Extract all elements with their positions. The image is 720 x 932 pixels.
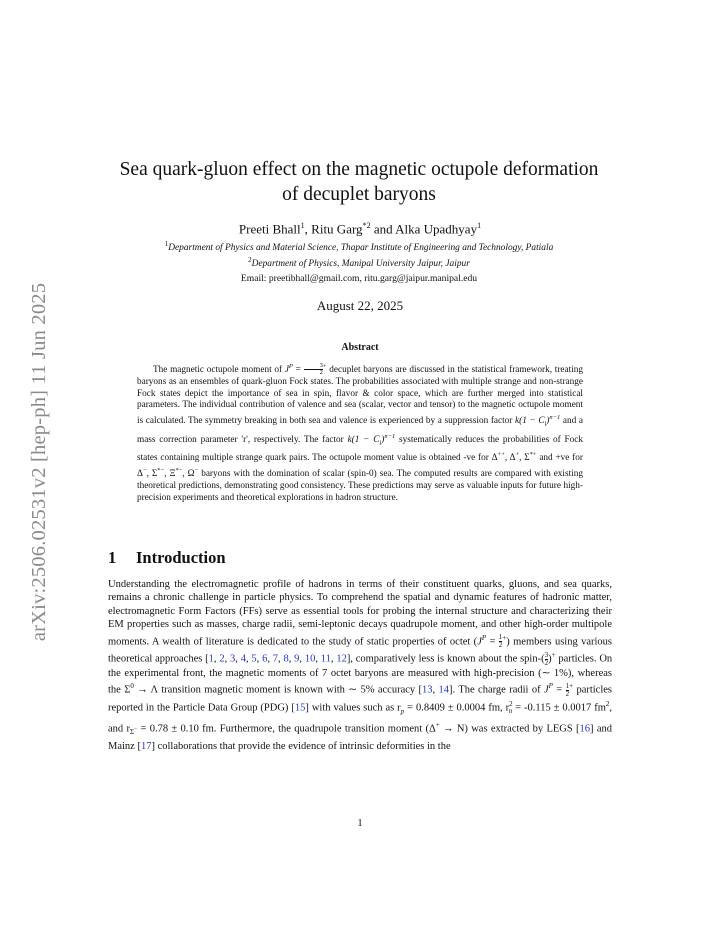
body-text: , and r	[108, 702, 612, 735]
author-separator: ,	[304, 221, 312, 237]
citation-link[interactable]: 8	[283, 653, 289, 665]
fraction-denominator: 2	[498, 641, 503, 650]
author-name: Ritu Garg	[311, 221, 363, 237]
citation-link[interactable]: 9	[294, 653, 300, 665]
math-expression: )	[546, 416, 550, 427]
body-text: ]. The charge radii of	[449, 684, 544, 696]
math-superscript: P	[481, 633, 487, 642]
citation-link[interactable]: 13	[422, 684, 433, 696]
paper-title	[100, 157, 618, 207]
citation-link[interactable]: 14	[438, 684, 450, 696]
citation-separator: ,	[278, 653, 284, 665]
page-number: 1	[357, 818, 363, 829]
section-title: Introduction	[136, 548, 226, 567]
citation-link[interactable]: 17	[140, 740, 152, 752]
math-superscript: 2	[509, 699, 513, 708]
math-superscript: 2	[605, 699, 610, 708]
body-text: )	[548, 653, 552, 665]
abstract-text: and +ve for Δ	[137, 453, 583, 480]
math-expression: k(1 − C	[347, 434, 380, 445]
abstract-text: and a mass correction parameter 'r', respectively. The factor	[137, 416, 583, 445]
contact-email: Email: preetibhall@gmail.com, ritu.garg@jaipur.manipal.edu	[240, 273, 478, 284]
title-line-2: of decuplet baryons	[282, 184, 436, 205]
math-symbol: J	[284, 365, 289, 376]
citation-separator: ,	[315, 653, 321, 665]
math-subscript: p	[400, 707, 405, 716]
math-superscript: +	[551, 651, 556, 660]
abstract-text: , Σ	[146, 469, 158, 480]
section-number: 1	[108, 548, 117, 567]
math-expression: )	[381, 434, 385, 445]
author-name: Preeti Bhall	[238, 221, 301, 237]
fraction-numerator: 1	[498, 633, 503, 642]
abstract-text: decuplet baryons are discussed in the statistical framework, treating baryons as an ensembles of quark-gluon Fock states. The probabilities associated with multiple strange and non-strange Fock states depict the importance of sea in spin, flavor & color space, which are further merged into statistical parameters. The individual contribution of valence and sea (scalar, vector and tensor) to the magnetic octupole moment is calculated. The symmetry breaking in both sea and valence is experienced by a suppression factor	[137, 365, 584, 427]
citation-separator: ,	[267, 653, 273, 665]
math-fraction	[304, 363, 323, 377]
math-superscript: n−1	[384, 432, 396, 440]
body-text: Understanding the electromagnetic profile of hadrons in terms of their constituent quarks, gluons, and sea quarks, remains a chronic challenge in particle physics. To comprehend the spatial and dynamic features of hadronic matter, electromagnetic Form Factors (FFs) serve as essential tools for probing the internal structure and characterizing their EM properties such as masses, charge radii, semi-leptonic decays quadrupole moment, and other high-order multipole moments. A wealth of literature is dedicated to the study of static properties of octet (	[108, 579, 612, 648]
fraction-denominator: 2	[565, 689, 570, 698]
affiliation-mark: 1	[164, 240, 169, 248]
citation-link[interactable]: 11	[320, 653, 331, 665]
affiliation-text: Department of Physics, Manipal University Jaipur, Jaipur	[251, 259, 470, 270]
author-separator: and	[370, 221, 396, 237]
citation-link[interactable]: 10	[304, 653, 316, 665]
citation-link[interactable]: 1	[208, 653, 214, 665]
author-name: Alka Upadhyay	[395, 221, 478, 237]
citation-link[interactable]: 7	[272, 653, 278, 665]
body-text: particles reported in the Particle Data Group (PDG) [	[108, 684, 613, 714]
math-superscript: *−	[157, 467, 165, 475]
arxiv-identifier-stamp[interactable]: arXiv:2506.02531v2 [hep-ph] 11 Jun 2025	[28, 282, 50, 642]
citation-separator: ,	[330, 653, 337, 665]
fraction-numerator: 1	[565, 681, 570, 690]
fraction-denominator: 2	[544, 658, 549, 667]
body-text: ] and Mainz [	[108, 723, 612, 752]
math-superscript: P	[548, 682, 553, 691]
fraction-numerator: 3	[544, 650, 549, 659]
author-affiliation-mark: 1	[300, 221, 305, 230]
introduction-paragraph	[108, 578, 612, 753]
math-superscript: +	[502, 633, 507, 642]
math-subscript-symbol: Σ	[129, 728, 135, 737]
author-affiliation-mark: 1	[477, 221, 482, 230]
math-operator: =	[552, 684, 566, 696]
author-list	[110, 221, 610, 237]
math-symbol: J	[543, 684, 549, 696]
body-text: ] collaborations that provide the evidence of intrinsic deformities in the	[151, 740, 451, 752]
affiliation-2	[100, 256, 618, 269]
affiliation-mark: 2	[248, 256, 252, 264]
math-superscript: −	[142, 467, 147, 475]
citation-separator: ,	[245, 653, 252, 665]
affiliation-text: Department of Physics and Material Science, Thapar Institute of Engineering and Technology, Patiala	[168, 243, 554, 254]
introduction-body	[108, 578, 612, 753]
citation-link[interactable]: 5	[251, 653, 257, 665]
abstract-text: , Ω	[182, 469, 195, 480]
paper-date: August 22, 2025	[316, 298, 404, 313]
body-text: particles. On the experimental front, the magnetic moments of 7 octet baryons are measured with high-precision (∼ 1%), whereas the Σ	[108, 653, 613, 696]
math-superscript: +	[322, 363, 327, 370]
math-superscript: P	[288, 363, 293, 370]
body-text: ], comparatively less is known about the spin-(	[346, 653, 545, 665]
fraction-denominator: 2	[319, 369, 323, 377]
abstract-text: , Ξ	[164, 469, 176, 480]
section-heading	[108, 548, 226, 568]
body-text: → Λ transition magnetic moment is known with ∼ 5% accuracy [	[133, 684, 423, 696]
math-superscript: *+	[529, 451, 537, 459]
citation-separator: ,	[213, 653, 220, 665]
citation-separator: ,	[299, 653, 305, 665]
body-text: = -0.115 ± 0.0017 fm	[512, 702, 606, 714]
math-subscript: n	[508, 707, 513, 716]
math-superscript: ++	[497, 451, 505, 459]
math-expression: k(1 − C	[515, 416, 545, 427]
body-text: ] with values such as r	[305, 702, 401, 714]
math-superscript: −	[194, 467, 199, 475]
math-superscript: +	[569, 682, 574, 691]
citation-link[interactable]: 2	[219, 653, 225, 665]
math-superscript: 0	[130, 682, 134, 691]
citation-link[interactable]: 3	[230, 653, 236, 665]
citation-link[interactable]: 6	[262, 653, 268, 665]
citation-link[interactable]: 15	[294, 702, 306, 714]
affiliation-1	[100, 240, 618, 253]
abstract-text: baryons with the domination of scalar (spin-0) sea. The computed results are compared with existing theoretical predictions, demonstrating good consistency. These predictions may serve as valuable inputs for future high-precision experiments and theoretical explorations in hadron structure.	[137, 469, 583, 503]
body-text: = 0.8409 ± 0.0004 fm, r	[404, 702, 510, 714]
abstract-text: , Σ	[519, 453, 530, 464]
citation-separator: ,	[432, 684, 439, 696]
citation-separator: ,	[224, 653, 230, 665]
abstract-text: systematically reduces the probabilities of Fock states containing multiple strange quark pairs. The octupole moment value is obtained -ve for Δ	[137, 434, 583, 464]
fraction-numerator: 3	[304, 363, 323, 371]
body-text: = 0.78 ± 0.10 fm. Furthermore, the quadrupole transition moment (Δ	[137, 723, 436, 735]
citation-link[interactable]: 12	[336, 653, 347, 665]
author-affiliation-mark: *2	[362, 221, 371, 230]
body-text: ) members using various theoretical approaches [	[108, 636, 612, 665]
body-text: → N) was extracted by LEGS [	[439, 723, 580, 735]
abstract-body	[137, 361, 583, 504]
citation-link[interactable]: 4	[240, 653, 246, 665]
math-superscript: +	[435, 720, 440, 729]
math-subscript: l	[379, 439, 382, 447]
title-line-1: Sea quark-gluon effect on the magnetic octupole deformation	[119, 159, 599, 180]
abstract-paragraph	[137, 361, 583, 504]
math-superscript: +	[515, 451, 520, 459]
citation-separator: ,	[235, 653, 241, 665]
math-symbol: J	[477, 636, 482, 648]
citation-link[interactable]: 16	[579, 723, 591, 735]
math-subscript: l	[544, 420, 547, 428]
math-superscript: −	[134, 727, 138, 734]
abstract-text: The magnetic octupole moment of	[153, 365, 285, 376]
citation-separator: ,	[256, 653, 263, 665]
abstract-heading: Abstract	[341, 342, 379, 353]
abstract-text: , Δ	[504, 453, 516, 464]
math-superscript: *−	[175, 467, 183, 475]
math-superscript: n−1	[549, 414, 561, 422]
math-operator: =	[292, 365, 304, 376]
citation-separator: ,	[288, 653, 295, 665]
math-operator: =	[486, 636, 499, 648]
